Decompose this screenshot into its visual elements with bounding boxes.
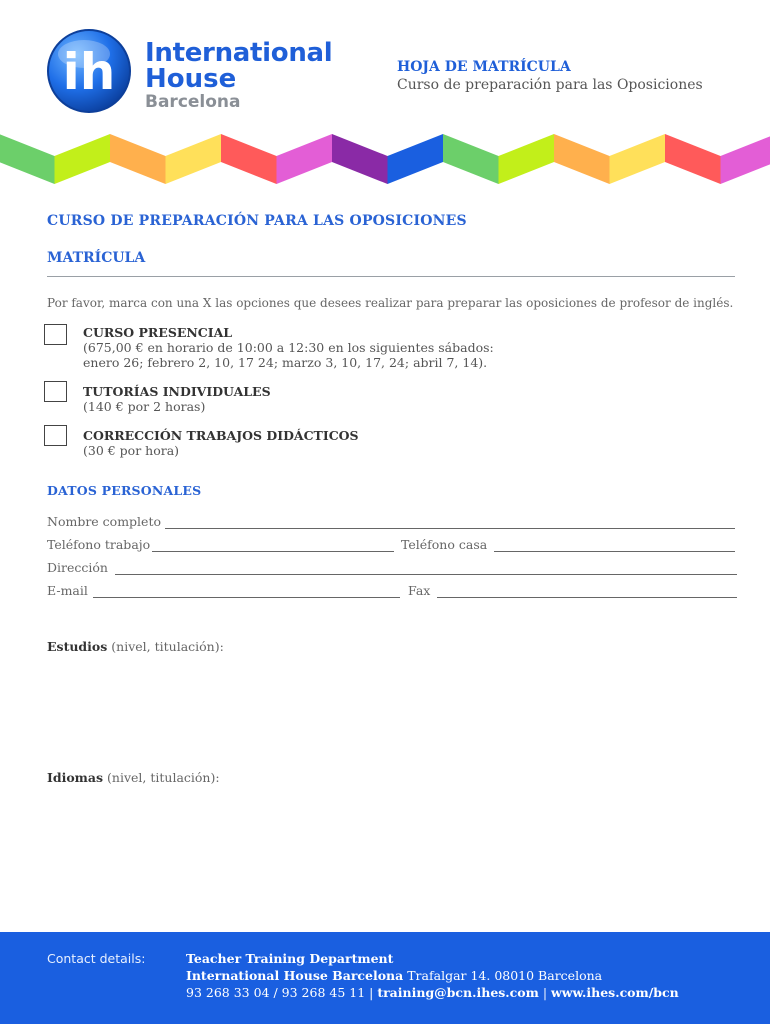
matricula-heading: MATRÍCULA (47, 250, 146, 266)
zigzag-segment (665, 134, 721, 184)
input-nombre[interactable] (165, 528, 735, 529)
section-divider (47, 276, 735, 277)
zigzag-segment (443, 134, 499, 184)
label-telefono-casa: Teléfono casa (401, 537, 488, 552)
decorative-zigzag-band (0, 130, 770, 184)
label-direccion: Dirección (47, 560, 108, 575)
zigzag-segment (277, 134, 333, 184)
checkbox-correccion-trabajos[interactable] (44, 425, 67, 446)
input-direccion[interactable] (115, 574, 737, 575)
instructions-text: Por favor, marca con una X las opciones que desees realizar para preparar las oposiciones de profesor de inglés. (47, 296, 734, 310)
option-desc-correccion: (30 € por hora) (83, 443, 180, 458)
document-subtitle: Curso de preparación para las Oposiciones (397, 77, 703, 93)
studies-label-rest: (nivel, titulación): (107, 639, 224, 654)
ih-logo-icon (46, 28, 132, 114)
checkbox-curso-presencial[interactable] (44, 324, 67, 345)
input-fax[interactable] (437, 597, 737, 598)
label-telefono-trabajo: Teléfono trabajo (47, 537, 151, 552)
contact-label: Contact details: (47, 951, 146, 966)
studies-label (47, 639, 224, 654)
input-telefono-trabajo[interactable] (152, 551, 394, 552)
languages-label-bold: Idiomas (47, 770, 104, 785)
separator: | (538, 985, 552, 1000)
option-title-tutorias: TUTORÍAS INDIVIDUALES (83, 384, 271, 399)
logo-line-1: International (145, 38, 333, 68)
logo-line-3: Barcelona (145, 92, 241, 112)
phone-numbers: 93 268 33 04 / 93 268 45 11 | (186, 985, 378, 1000)
footer-address (186, 968, 602, 983)
zigzag-segment (166, 134, 222, 184)
zigzag-segment (721, 134, 770, 184)
zigzag-segment (0, 134, 55, 184)
personal-data-heading: DATOS PERSONALES (47, 483, 202, 498)
checkbox-tutorias-individuales[interactable] (44, 381, 67, 402)
languages-label-rest: (nivel, titulación): (103, 770, 220, 785)
zigzag-segment (610, 134, 666, 184)
label-email: E-mail (47, 583, 88, 598)
logo-mark: ih (62, 43, 116, 101)
zigzag-segment (388, 134, 444, 184)
languages-answer-area[interactable] (47, 792, 737, 912)
option-title-curso-presencial: CURSO PRESENCIAL (83, 325, 233, 340)
zigzag-segment (332, 134, 388, 184)
email-link[interactable]: training@bcn.ihes.com (377, 985, 539, 1000)
studies-answer-area[interactable] (47, 660, 737, 760)
input-telefono-casa[interactable] (494, 551, 735, 552)
label-nombre: Nombre completo (47, 514, 161, 529)
course-heading: CURSO DE PREPARACIÓN PARA LAS OPOSICIONES (47, 213, 467, 229)
zigzag-segment (221, 134, 277, 184)
label-fax: Fax (408, 583, 431, 598)
languages-label (47, 770, 220, 785)
input-email[interactable] (93, 597, 400, 598)
address-text: Trafalgar 14. 08010 Barcelona (403, 968, 603, 983)
department-name: Teacher Training Department (186, 951, 394, 966)
document-title: HOJA DE MATRÍCULA (397, 59, 571, 75)
logo-line-2: House (145, 64, 237, 94)
zigzag-segment (110, 134, 166, 184)
zigzag-segment (554, 134, 610, 184)
zigzag-segment (499, 134, 555, 184)
option-desc-curso-presencial-1: (675,00 € en horario de 10:00 a 12:30 en los siguientes sábados: (83, 340, 494, 355)
website-link[interactable]: www.ihes.com/bcn (551, 985, 679, 1000)
logo-wordmark (145, 40, 332, 111)
option-title-correccion: CORRECCIÓN TRABAJOS DIDÁCTICOS (83, 428, 359, 443)
studies-label-bold: Estudios (47, 639, 108, 654)
option-desc-tutorias: (140 € por 2 horas) (83, 399, 206, 414)
option-desc-curso-presencial-2: enero 26; febrero 2, 10, 17 24; marzo 3, 10, 17, 24; abril 7, 14). (83, 355, 488, 370)
footer-contacts (186, 985, 679, 1000)
organization-name: International House Barcelona (186, 968, 404, 983)
zigzag-segment (55, 134, 111, 184)
footer-department (186, 951, 393, 966)
